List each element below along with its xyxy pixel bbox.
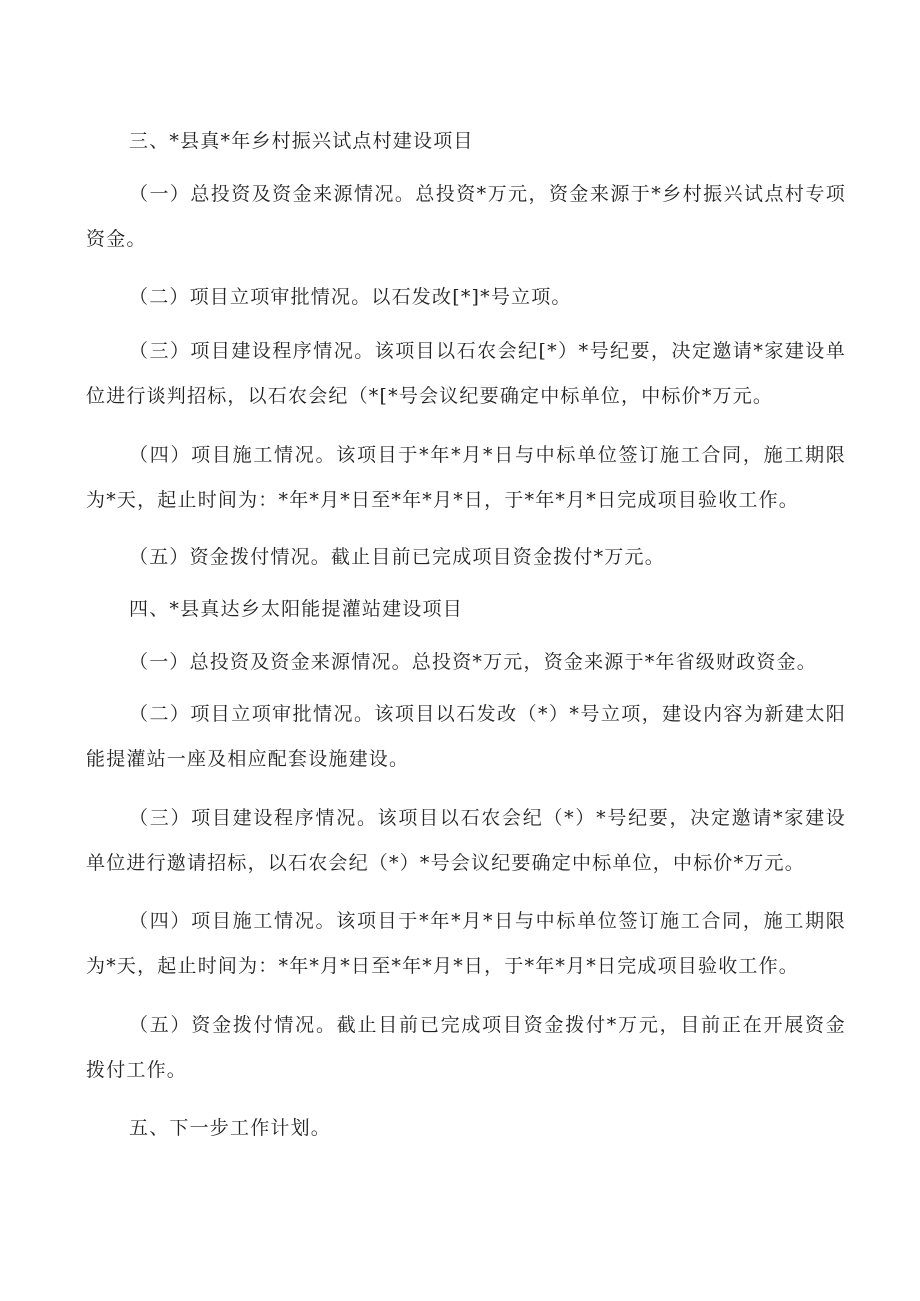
section-heading-5: 五、下一步工作计划。 <box>129 1117 332 1139</box>
paragraph-4-1: （一）总投资及资金来源情况。总投资*万元，资金来源于*年省级财政资金。 <box>129 651 818 673</box>
paragraph-4-2: （二）项目立项审批情况。该项目以石发改（*）*号立项，建设内容为新建太阳能提灌站一座及相应配套设施建设。 <box>86 703 846 770</box>
section-heading-4: 四、*县真达乡太阳能提灌站建设项目 <box>129 598 463 620</box>
paragraph-3-1: （一）总投资及资金来源情况。总投资*万元，资金来源于*乡村振兴试点村专项资金。 <box>86 183 846 250</box>
paragraph-3-3: （三）项目建设程序情况。该项目以石农会纪[*）*号纪要，决定邀请*家建设单位进行谈判招标，以石农会纪（*[*号会议纪要确定中标单位，中标价*万元。 <box>86 340 846 407</box>
paragraph-4-3: （三）项目建设程序情况。该项目以石农会纪（*）*号纪要，决定邀请*家建设单位进行邀请招标，以石农会纪（*）*号会议纪要确定中标单位，中标价*万元。 <box>86 807 846 874</box>
paragraph-3-2: （二）项目立项审批情况。以石发改[*]*号立项。 <box>129 286 572 308</box>
paragraph-4-5: （五）资金拨付情况。截止目前已完成项目资金拨付*万元，目前正在开展资金拨付工作。 <box>86 1014 846 1081</box>
paragraph-3-4: （四）项目施工情况。该项目于*年*月*日与中标单位签订施工合同，施工期限为*天，起止时间为：*年*月*日至*年*月*日，于*年*月*日完成项目验收工作。 <box>86 444 846 511</box>
paragraph-4-4: （四）项目施工情况。该项目于*年*月*日与中标单位签订施工合同，施工期限为*天，起止时间为：*年*月*日至*年*月*日，于*年*月*日完成项目验收工作。 <box>86 910 846 977</box>
paragraph-3-5: （五）资金拨付情况。截止目前已完成项目资金拨付*万元。 <box>129 546 665 568</box>
section-heading-3: 三、*县真*年乡村振兴试点村建设项目 <box>129 130 474 152</box>
